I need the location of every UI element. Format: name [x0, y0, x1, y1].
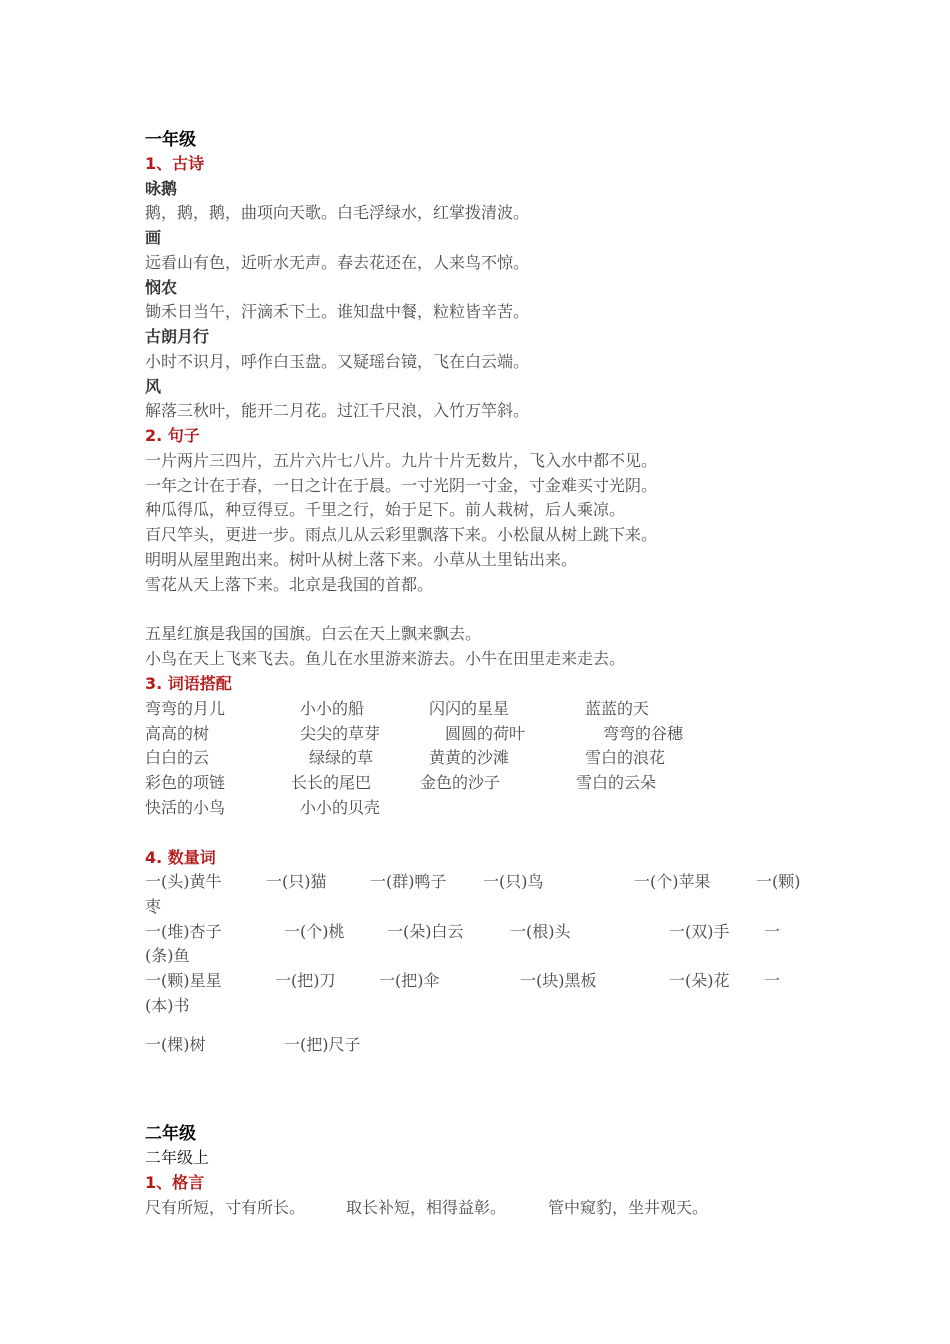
measure-word: (本)书 — [145, 996, 190, 1015]
poem-text: 远看山有色，近听水无声。春去花还在，人来鸟不惊。 — [145, 253, 530, 272]
measure-word: 一(群)鸭子 — [370, 872, 447, 891]
poem-title: 咏鹅 — [145, 179, 178, 198]
measure-word: 一(朵)花 — [669, 971, 730, 990]
measure-word: 一(头)黄牛 — [145, 872, 222, 891]
grade2-title: 二年级 — [145, 1124, 196, 1144]
measure-word: 一(个)桃 — [284, 922, 345, 941]
poem-text: 解落三秋叶，能开二月花。过江千尺浪，入竹万竿斜。 — [145, 401, 530, 420]
phrase: 彩色的项链 — [145, 773, 226, 792]
measure-word: 一(块)黑板 — [520, 971, 597, 990]
measure-word: 一(棵)树 — [145, 1035, 206, 1054]
section-mottos: 1、格言 — [145, 1173, 205, 1192]
sentence-line: 种瓜得瓜，种豆得豆。千里之行，始于足下。前人栽树，后人乘凉。 — [145, 500, 626, 519]
phrase-row — [145, 796, 825, 820]
measure-row — [145, 895, 825, 919]
phrase: 金色的沙子 — [420, 773, 501, 792]
phrase: 雪白的云朵 — [576, 773, 657, 792]
phrase: 雪白的浪花 — [585, 748, 666, 767]
phrase: 高高的树 — [145, 724, 210, 743]
grade1-title: 一年级 — [145, 130, 196, 150]
phrase-row — [145, 697, 825, 721]
poem-text: 鹅，鹅，鹅，曲项向天歌。白毛浮绿水，红掌拨清波。 — [145, 203, 530, 222]
phrase: 小小的贝壳 — [300, 798, 381, 817]
poem-title: 古朗月行 — [145, 327, 210, 346]
measure-word: 一(朵)白云 — [387, 922, 464, 941]
measure-word: 一(个)苹果 — [634, 872, 711, 891]
section-sentences: 2. 句子 — [145, 426, 200, 445]
phrase-row — [145, 722, 825, 746]
phrase: 闪闪的星星 — [429, 699, 510, 718]
phrase: 蓝蓝的天 — [585, 699, 650, 718]
measure-word: 一(把)尺子 — [284, 1035, 361, 1054]
measure-row — [145, 994, 825, 1018]
motto: 取长补短，相得益彰。 — [346, 1198, 507, 1217]
poem-text: 锄禾日当午，汗滴禾下土。谁知盘中餐，粒粒皆辛苦。 — [145, 302, 530, 321]
measure-word: 一(只)鸟 — [483, 872, 544, 891]
measure-word: 一(堆)杏子 — [145, 922, 222, 941]
motto: 管中窥豹，坐井观天。 — [548, 1198, 709, 1217]
phrase: 黄黄的沙滩 — [429, 748, 510, 767]
phrase: 快活的小鸟 — [145, 798, 226, 817]
phrase-row — [145, 771, 825, 795]
sentence-line: 明明从屋里跑出来。树叶从树上落下来。小草从土里钻出来。 — [145, 550, 578, 569]
measure-word: 一(根)头 — [510, 922, 571, 941]
poem-title: 悯农 — [145, 278, 178, 297]
grade2-subtitle: 二年级上 — [145, 1148, 210, 1167]
sentence-line: 雪花从天上落下来。北京是我国的首都。 — [145, 575, 434, 594]
phrase: 圆圆的荷叶 — [445, 724, 526, 743]
phrase: 弯弯的谷穗 — [603, 724, 684, 743]
poem-title: 画 — [145, 228, 162, 247]
measure-word: 一 — [764, 922, 781, 941]
measure-row — [145, 920, 825, 944]
measure-word: 一(双)手 — [669, 922, 730, 941]
measure-word: 一(把)伞 — [379, 971, 440, 990]
measure-word: 枣 — [145, 897, 162, 916]
sentence-line: 一片两片三四片，五片六片七八片。九片十片无数片，飞入水中都不见。 — [145, 451, 658, 470]
motto-row — [145, 1196, 825, 1220]
phrase: 弯弯的月儿 — [145, 699, 226, 718]
sentence-line: 小鸟在天上飞来飞去。鱼儿在水里游来游去。小牛在田里走来走去。 — [145, 649, 626, 668]
measure-row — [145, 969, 825, 993]
phrase: 白白的云 — [145, 748, 210, 767]
poem-title: 风 — [145, 377, 162, 396]
phrase: 小小的船 — [300, 699, 365, 718]
sentence-line: 五星红旗是我国的国旗。白云在天上飘来飘去。 — [145, 624, 482, 643]
measure-row — [145, 1033, 825, 1057]
measure-row — [145, 870, 825, 894]
measure-word: 一 — [764, 971, 781, 990]
sentence-line: 百尺竿头，更进一步。雨点儿从云彩里飘落下来。小松鼠从树上跳下来。 — [145, 525, 658, 544]
measure-word: 一(颗) — [756, 872, 801, 891]
phrase: 尖尖的草芽 — [300, 724, 381, 743]
motto: 尺有所短，寸有所长。 — [145, 1198, 306, 1217]
measure-word: 一(颗)星星 — [145, 971, 222, 990]
sentence-line: 一年之计在于春，一日之计在于晨。一寸光阴一寸金，寸金难买寸光阴。 — [145, 476, 658, 495]
measure-word: 一(只)猫 — [266, 872, 327, 891]
section-measure-words: 4. 数量词 — [145, 848, 216, 867]
measure-word: 一(把)刀 — [275, 971, 336, 990]
poem-text: 小时不识月，呼作白玉盘。又疑瑶台镜，飞在白云端。 — [145, 352, 530, 371]
section-word-collocation: 3. 词语搭配 — [145, 674, 232, 693]
measure-row — [145, 944, 825, 968]
phrase: 长长的尾巴 — [291, 773, 372, 792]
phrase: 绿绿的草 — [309, 748, 374, 767]
section-ancient-poems: 1、古诗 — [145, 154, 205, 173]
measure-word: (条)鱼 — [145, 946, 190, 965]
phrase-row — [145, 746, 825, 770]
